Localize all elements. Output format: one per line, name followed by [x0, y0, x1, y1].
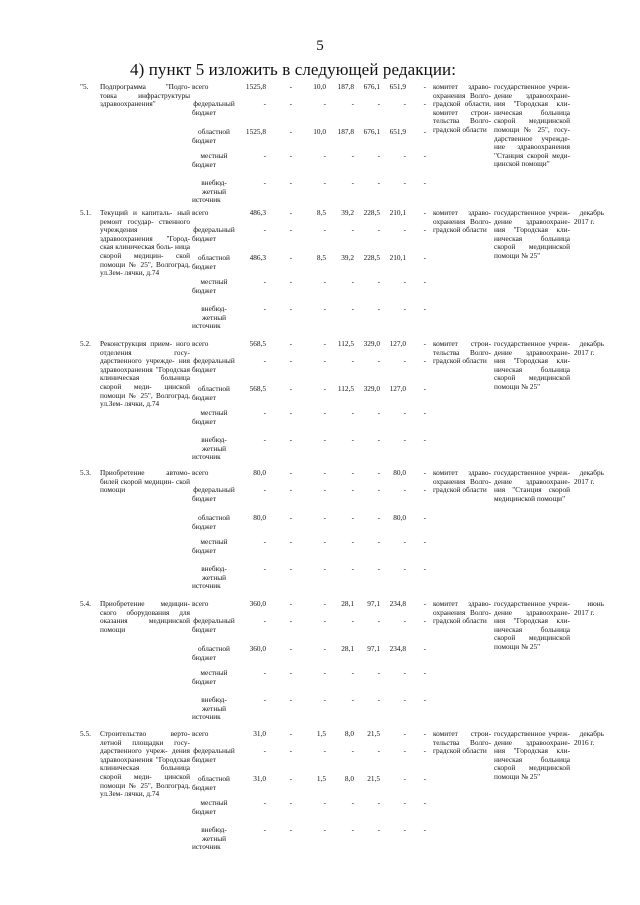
value-cell: - [403, 435, 406, 444]
source-label: местный бюджет [192, 537, 228, 555]
value-cell: - [423, 537, 426, 546]
value-cell: - [423, 668, 426, 677]
executor: комитет здраво- охранения Волго- градской области [433, 599, 491, 626]
value-cell: 676,1 [363, 82, 380, 91]
value-cell: - [263, 225, 266, 234]
executor: комитет строи- тельства Волго- градской области [433, 339, 491, 366]
value-cell: 31,0 [253, 774, 266, 783]
value-cell: - [351, 151, 354, 160]
source-label: местный бюджет [192, 668, 228, 686]
value-cell: 234,8 [389, 599, 406, 608]
value-cell: 8,0 [344, 729, 354, 738]
row-number: 5.4. [80, 599, 91, 608]
source-label: областной бюджет [192, 253, 230, 271]
value-cell: - [377, 151, 380, 160]
source-label: федеральный бюджет [192, 225, 235, 243]
value-cell: 234,8 [389, 644, 406, 653]
row-title: Приобретение автомо- билей скорой медицин- ской помощи [100, 468, 190, 495]
value-cell: - [289, 798, 292, 807]
value-cell: - [351, 798, 354, 807]
value-cell: 187,8 [337, 127, 354, 136]
value-cell: 1,5 [316, 729, 326, 738]
source-label: областной бюджет [192, 127, 230, 145]
source-label: внебюд- жетный источник [192, 304, 227, 331]
value-cell: 360,0 [249, 599, 266, 608]
term: декабрь 2016 г. [574, 729, 604, 747]
value-cell: - [289, 178, 292, 187]
executor: комитет здраво- охранения Волго- градской области, комитет строи- тельства Волго- градской области [433, 82, 491, 134]
value-cell: - [289, 435, 292, 444]
term: декабрь 2017 г. [574, 339, 604, 357]
value-cell: - [351, 537, 354, 546]
value-cell: - [377, 99, 380, 108]
value-cell: - [289, 356, 292, 365]
value-cell: - [377, 468, 380, 477]
value-cell: 228,5 [363, 253, 380, 262]
value-cell: 651,9 [389, 82, 406, 91]
row-number: "5. [80, 82, 89, 91]
value-cell: - [423, 82, 426, 91]
value-cell: 112,5 [337, 339, 354, 348]
value-cell: - [351, 225, 354, 234]
value-cell: - [289, 644, 292, 653]
value-cell: - [377, 178, 380, 187]
value-cell: - [423, 435, 426, 444]
source-label: областной бюджет [192, 513, 230, 531]
value-cell: - [423, 729, 426, 738]
value-cell: 127,0 [389, 339, 406, 348]
value-cell: 8,5 [316, 208, 326, 217]
value-cell: - [423, 127, 426, 136]
value-cell: 1,5 [316, 774, 326, 783]
value-cell: - [351, 485, 354, 494]
value-cell: - [377, 668, 380, 677]
row-title: Строительство верто- летной площадки госу- дарственного учреж- дения здравоохранения "Городская клиническая больница скорой меди- цинской помощи № 25", Волгоград, ул.Зем- лячки, д.74 [100, 729, 190, 799]
value-cell: - [423, 825, 426, 834]
value-cell: - [289, 485, 292, 494]
value-cell: - [323, 225, 326, 234]
source-label: федеральный бюджет [192, 616, 235, 634]
value-cell: - [351, 178, 354, 187]
value-cell: - [351, 513, 354, 522]
value-cell: - [351, 746, 354, 755]
value-cell: - [289, 82, 292, 91]
value-cell: 210,1 [389, 208, 406, 217]
value-cell: 10,0 [313, 127, 326, 136]
recipient: государственное учреж- дение здравоохране- ния "Городская кли- ническая больница скорой медицинской помощи № 25" [494, 339, 570, 391]
value-cell: - [263, 668, 266, 677]
value-cell: - [323, 151, 326, 160]
value-cell: - [403, 99, 406, 108]
value-cell: - [423, 339, 426, 348]
recipient: государственное учреж- дение здравоохране- ния "Городская кли- ническая больница скорой медицинской помощи № 25" [494, 208, 570, 260]
value-cell: - [289, 695, 292, 704]
value-cell: - [403, 225, 406, 234]
value-cell: - [403, 408, 406, 417]
value-cell: 97,1 [367, 644, 380, 653]
value-cell: 80,0 [253, 468, 266, 477]
value-cell: 21,5 [367, 729, 380, 738]
source-label: внебюд- жетный источник [192, 564, 227, 591]
term: декабрь 2017 г. [574, 208, 604, 226]
source-label: федеральный бюджет [192, 746, 235, 764]
value-cell: - [351, 356, 354, 365]
value-cell: - [377, 616, 380, 625]
value-cell: - [263, 151, 266, 160]
value-cell: - [289, 729, 292, 738]
value-cell: - [263, 564, 266, 573]
value-cell: 39,2 [341, 253, 354, 262]
value-cell: 21,5 [367, 774, 380, 783]
row-number: 5.1. [80, 208, 91, 217]
value-cell: - [289, 304, 292, 313]
value-cell: - [403, 277, 406, 286]
value-cell: - [377, 277, 380, 286]
executor: комитет здраво- охранения Волго- градской области [433, 208, 491, 235]
value-cell: - [263, 435, 266, 444]
value-cell: - [423, 798, 426, 807]
value-cell: - [403, 695, 406, 704]
executor: комитет здраво- охранения Волго- градской области [433, 468, 491, 495]
section-heading: 4) пункт 5 изложить в следующей редакции: [130, 60, 457, 79]
value-cell: - [377, 513, 380, 522]
value-cell: - [323, 485, 326, 494]
value-cell: 97,1 [367, 599, 380, 608]
value-cell: - [423, 99, 426, 108]
value-cell: - [423, 408, 426, 417]
source-label: всего [192, 208, 209, 217]
row-title: Текущий и капиталь- ный ремонт государ- ственного учреждения здравоохранения "Город- ская клиническая боль- ница скорой медицин- ской помощи № 25", Волгоград, ул.Зем- лячки, д.74 [100, 208, 190, 278]
source-label: всего [192, 82, 209, 91]
value-cell: - [289, 468, 292, 477]
value-cell: - [263, 277, 266, 286]
source-label: местный бюджет [192, 151, 228, 169]
value-cell: - [289, 746, 292, 755]
value-cell: - [423, 774, 426, 783]
value-cell: - [323, 384, 326, 393]
source-label: федеральный бюджет [192, 485, 235, 503]
value-cell: - [403, 178, 406, 187]
value-cell: 127,0 [389, 384, 406, 393]
value-cell: 31,0 [253, 729, 266, 738]
value-cell: - [423, 599, 426, 608]
row-number: 5.5. [80, 729, 91, 738]
value-cell: - [377, 356, 380, 365]
value-cell: - [351, 825, 354, 834]
value-cell: - [289, 408, 292, 417]
source-label: местный бюджет [192, 798, 228, 816]
value-cell: - [377, 304, 380, 313]
value-cell: 651,9 [389, 127, 406, 136]
value-cell: - [289, 668, 292, 677]
value-cell: - [323, 513, 326, 522]
recipient: государственное учреж- дение здравоохране- ния "Городская кли- ническая больница скорой медицинской помощи № 25" [494, 599, 570, 651]
value-cell: - [377, 746, 380, 755]
value-cell: - [403, 616, 406, 625]
value-cell: - [289, 564, 292, 573]
value-cell: - [289, 537, 292, 546]
value-cell: - [289, 99, 292, 108]
value-cell: - [263, 178, 266, 187]
value-cell: 486,3 [249, 253, 266, 262]
value-cell: - [263, 356, 266, 365]
source-label: областной бюджет [192, 644, 230, 662]
value-cell: - [351, 468, 354, 477]
value-cell: 210,1 [389, 253, 406, 262]
value-cell: - [323, 746, 326, 755]
value-cell: - [351, 668, 354, 677]
source-label: внебюд- жетный источник [192, 435, 227, 462]
value-cell: - [263, 798, 266, 807]
row-title: Приобретение медицин- ского оборудования для оказания медицинской помощи [100, 599, 190, 634]
recipient: государственное учреж- дение здравоохране- ния "Станция скорой медицинской помощи" [494, 468, 570, 503]
value-cell: - [423, 151, 426, 160]
value-cell: - [263, 746, 266, 755]
executor: комитет строи- тельства Волго- градской области [433, 729, 491, 756]
value-cell: 80,0 [253, 513, 266, 522]
value-cell: - [423, 304, 426, 313]
value-cell: 8,0 [344, 774, 354, 783]
value-cell: 568,5 [249, 339, 266, 348]
value-cell: - [289, 339, 292, 348]
value-cell: - [423, 616, 426, 625]
value-cell: - [423, 513, 426, 522]
source-label: всего [192, 468, 209, 477]
value-cell: - [403, 825, 406, 834]
source-label: всего [192, 729, 209, 738]
term: июнь 2017 г. [574, 599, 604, 617]
value-cell: - [403, 729, 406, 738]
value-cell: - [423, 225, 426, 234]
value-cell: 28,1 [341, 644, 354, 653]
value-cell: - [323, 695, 326, 704]
value-cell: 80,0 [393, 468, 406, 477]
value-cell: 676,1 [363, 127, 380, 136]
value-cell: 1525,8 [245, 82, 266, 91]
value-cell: 10,0 [313, 82, 326, 91]
value-cell: - [323, 435, 326, 444]
source-label: местный бюджет [192, 408, 228, 426]
value-cell: - [323, 99, 326, 108]
value-cell: - [351, 695, 354, 704]
value-cell: - [423, 178, 426, 187]
value-cell: - [323, 277, 326, 286]
source-label: областной бюджет [192, 774, 230, 792]
row-number: 5.2. [80, 339, 91, 348]
source-label: внебюд- жетный источник [192, 178, 227, 205]
value-cell: - [403, 356, 406, 365]
value-cell: - [263, 537, 266, 546]
value-cell: - [323, 644, 326, 653]
value-cell: - [423, 695, 426, 704]
value-cell: - [423, 356, 426, 365]
value-cell: - [289, 277, 292, 286]
source-label: федеральный бюджет [192, 99, 235, 117]
value-cell: - [263, 304, 266, 313]
value-cell: - [323, 599, 326, 608]
value-cell: 329,0 [363, 339, 380, 348]
value-cell: - [377, 537, 380, 546]
recipient: государственное учреж- дение здравоохране- ния "Городская кли- ническая больница скорой медицинской помощи № 25" [494, 729, 570, 781]
recipient: государственное учреж- дение здравоохране- ния "Городская кли- ническая больница скорой медицинской помощи № 25", госу- дарственное учрежде- ние здравоохранения "Станция скорой меди- цинской помощи" [494, 82, 570, 169]
value-cell: 228,5 [363, 208, 380, 217]
value-cell: - [377, 798, 380, 807]
value-cell: - [323, 304, 326, 313]
value-cell: - [351, 564, 354, 573]
value-cell: - [323, 537, 326, 546]
value-cell: - [323, 798, 326, 807]
value-cell: 112,5 [337, 384, 354, 393]
value-cell: - [323, 668, 326, 677]
value-cell: - [289, 616, 292, 625]
source-label: местный бюджет [192, 277, 228, 295]
value-cell: - [377, 225, 380, 234]
value-cell: - [323, 564, 326, 573]
value-cell: - [289, 774, 292, 783]
value-cell: - [289, 253, 292, 262]
value-cell: - [289, 208, 292, 217]
row-title: Реконструкция прием- ного отделения госу- дарственного учрежде- ния здравоохранения "Городская клиническая больница скорой меди- цинской помощи № 25", Волгоград, ул.Зем- лячки, д.74 [100, 339, 190, 409]
value-cell: - [377, 408, 380, 417]
value-cell: - [423, 384, 426, 393]
source-label: всего [192, 339, 209, 348]
value-cell: - [403, 564, 406, 573]
value-cell: 329,0 [363, 384, 380, 393]
value-cell: - [323, 408, 326, 417]
value-cell: 486,3 [249, 208, 266, 217]
value-cell: - [323, 825, 326, 834]
value-cell: - [423, 746, 426, 755]
value-cell: - [423, 644, 426, 653]
value-cell: - [323, 616, 326, 625]
value-cell: - [403, 798, 406, 807]
value-cell: - [403, 668, 406, 677]
source-label: федеральный бюджет [192, 356, 235, 374]
value-cell: - [403, 304, 406, 313]
value-cell: - [403, 537, 406, 546]
value-cell: - [289, 825, 292, 834]
value-cell: - [423, 253, 426, 262]
value-cell: - [289, 151, 292, 160]
value-cell: - [289, 225, 292, 234]
value-cell: - [263, 485, 266, 494]
value-cell: - [377, 695, 380, 704]
term: декабрь 2017 г. [574, 468, 604, 486]
value-cell: - [263, 616, 266, 625]
value-cell: 39,2 [341, 208, 354, 217]
value-cell: - [423, 485, 426, 494]
value-cell: - [403, 151, 406, 160]
value-cell: - [351, 408, 354, 417]
value-cell: 1525,8 [245, 127, 266, 136]
page-number: 5 [316, 38, 324, 54]
value-cell: - [351, 304, 354, 313]
value-cell: - [423, 564, 426, 573]
value-cell: - [377, 564, 380, 573]
value-cell: - [377, 825, 380, 834]
source-label: внебюд- жетный источник [192, 695, 227, 722]
row-number: 5.3. [80, 468, 91, 477]
value-cell: 80,0 [393, 513, 406, 522]
value-cell: - [263, 695, 266, 704]
row-title: Подпрограмма "Подго- товка инфраструктуры здравоохранения" [100, 82, 190, 109]
value-cell: - [351, 277, 354, 286]
value-cell: - [403, 746, 406, 755]
value-cell: - [263, 408, 266, 417]
value-cell: 360,0 [249, 644, 266, 653]
value-cell: - [351, 99, 354, 108]
value-cell: - [289, 599, 292, 608]
value-cell: - [403, 774, 406, 783]
value-cell: - [289, 384, 292, 393]
source-label: всего [192, 599, 209, 608]
value-cell: - [423, 277, 426, 286]
value-cell: 8,5 [316, 253, 326, 262]
source-label: областной бюджет [192, 384, 230, 402]
value-cell: - [403, 485, 406, 494]
value-cell: - [377, 485, 380, 494]
value-cell: - [323, 356, 326, 365]
value-cell: - [323, 178, 326, 187]
value-cell: - [423, 468, 426, 477]
value-cell: 568,5 [249, 384, 266, 393]
value-cell: - [351, 616, 354, 625]
value-cell: - [263, 825, 266, 834]
source-label: внебюд- жетный источник [192, 825, 227, 852]
value-cell: - [323, 339, 326, 348]
value-cell: - [263, 99, 266, 108]
value-cell: - [289, 513, 292, 522]
value-cell: - [423, 208, 426, 217]
value-cell: - [289, 127, 292, 136]
value-cell: 28,1 [341, 599, 354, 608]
value-cell: 187,8 [337, 82, 354, 91]
value-cell: - [377, 435, 380, 444]
value-cell: - [351, 435, 354, 444]
value-cell: - [323, 468, 326, 477]
